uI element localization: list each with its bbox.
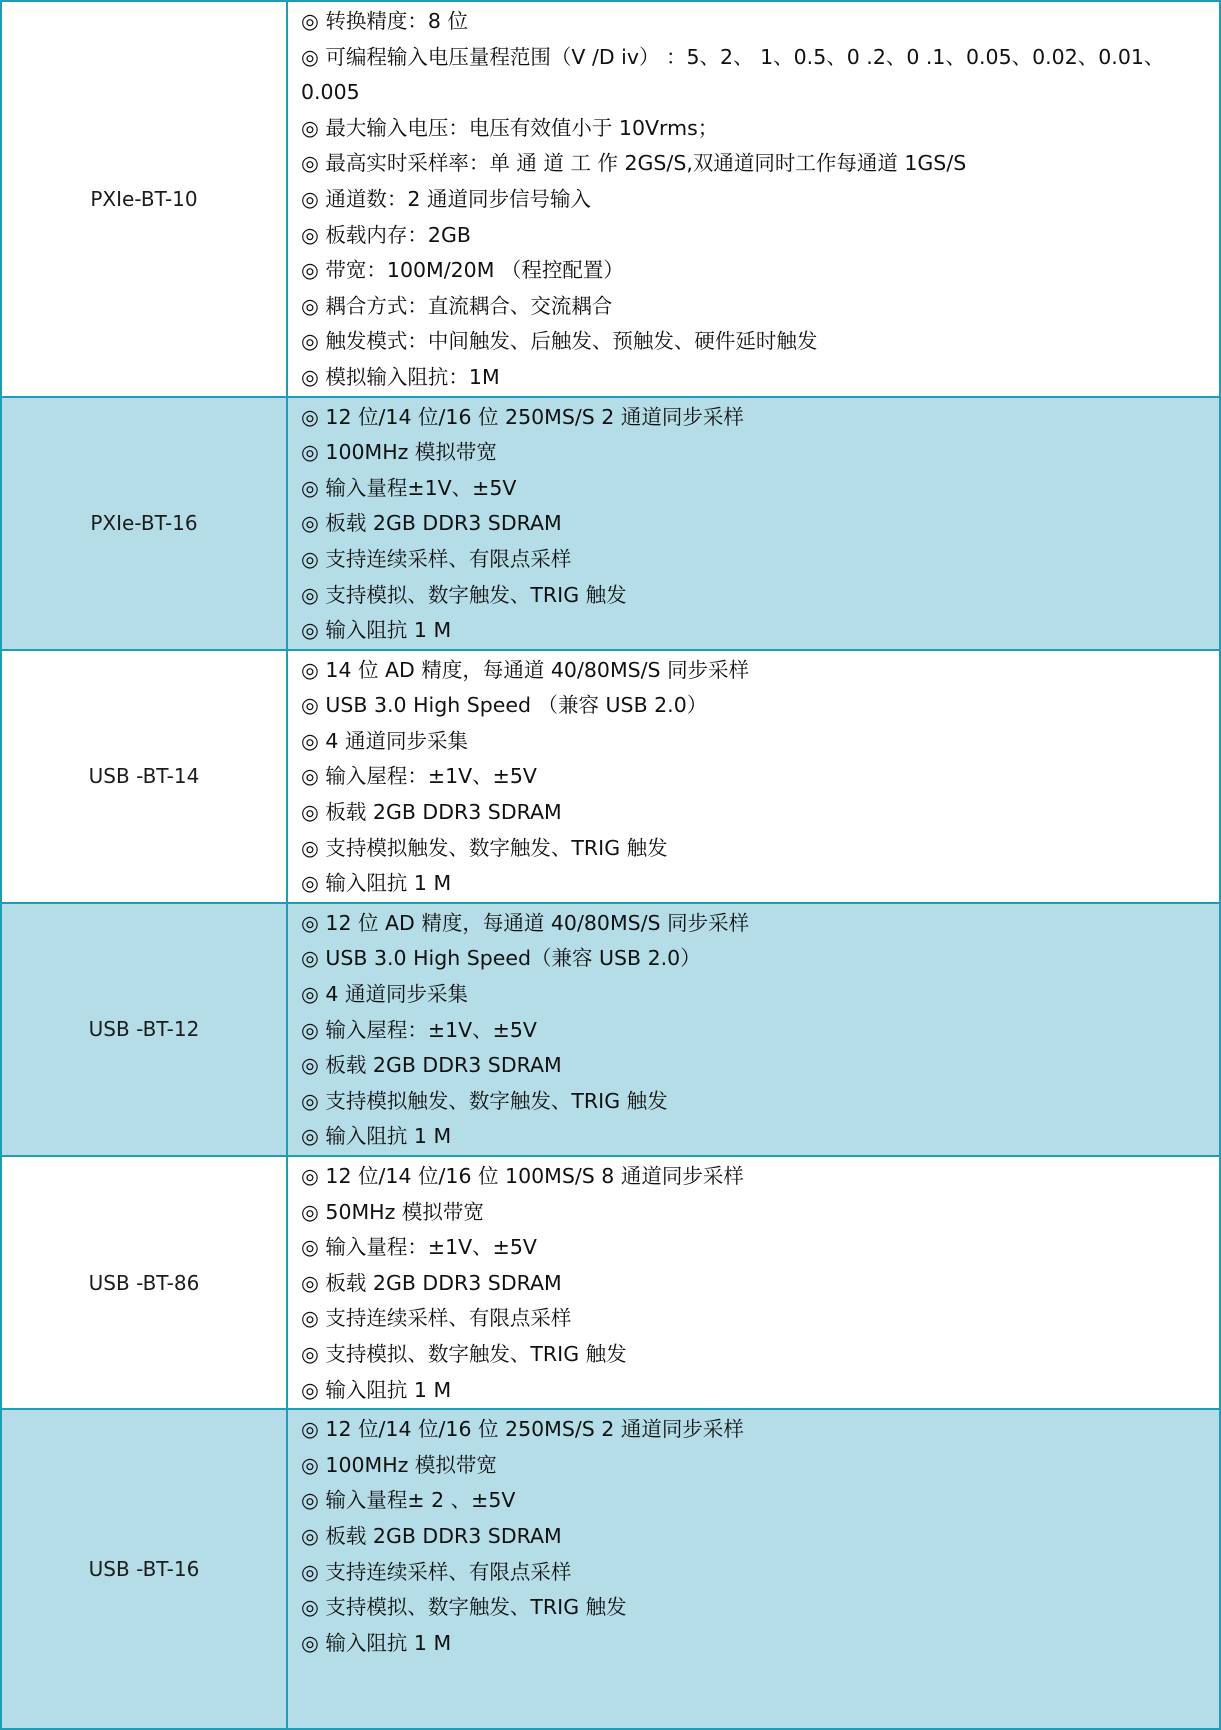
spec-list [287, 1, 1220, 397]
spec-item: ◎ 支持模拟、数字触发、TRIG 触发 [301, 1595, 627, 1620]
spec-item: ◎ 支持连续采样、有限点采样 [301, 546, 572, 571]
spec-item: ◎ 输入阻抗 1 M [301, 871, 452, 896]
spec-item: ◎ 板载 2GB DDR3 SDRAM [301, 800, 562, 825]
spec-item: ◎ 板载 2GB DDR3 SDRAM [301, 1270, 562, 1295]
spec-item: ◎ 板载 2GB DDR3 SDRAM [301, 1523, 562, 1548]
table-row [1, 650, 1220, 903]
spec-item: ◎ 模拟输入阻抗：1M [301, 364, 500, 389]
spec-item: ◎ 输入屋程：±1V、±5V [301, 1017, 537, 1042]
model-name: USB -BT-16 [1, 1409, 287, 1729]
spec-list [287, 1156, 1220, 1409]
spec-item: ◎ 支持连续采样、有限点采样 [301, 1306, 572, 1331]
spec-item: ◎ 最高实时采样率：单 通 道 工 作 2GS/S,双通道同时工作每通道 1GS/S [301, 151, 967, 176]
spec-list [287, 397, 1220, 650]
spec-item: ◎ 输入量程±1V、±5V [301, 475, 517, 500]
table-row [1, 1156, 1220, 1409]
spec-item: ◎ USB 3.0 High Speed （兼容 USB 2.0） [301, 693, 708, 718]
spec-item: ◎ 输入阻抗 1 M [301, 1124, 452, 1149]
table-row [1, 1, 1220, 397]
spec-item: ◎ 输入阻抗 1 M [301, 618, 452, 643]
model-name: USB -BT-14 [1, 650, 287, 903]
spec-item: ◎ 支持模拟触发、数字触发、TRIG 触发 [301, 1088, 668, 1113]
model-name: USB -BT-12 [1, 903, 287, 1156]
spec-item: ◎ 耦合方式：直流耦合、交流耦合 [301, 293, 613, 318]
model-name: USB -BT-86 [1, 1156, 287, 1409]
spec-item: ◎ 带宽：100M/20M （程控配置） [301, 258, 624, 283]
spec-item: ◎ 转换精度：8 位 [301, 9, 468, 33]
spec-item: ◎ 4 通道同步采集 [301, 982, 468, 1007]
table-row [1, 397, 1220, 650]
spec-item: ◎ 支持模拟、数字触发、TRIG 触发 [301, 1341, 627, 1366]
table-row [1, 1409, 1220, 1729]
model-name: PXIe-BT-16 [1, 397, 287, 650]
spec-item: ◎ 支持模拟触发、数字触发、TRIG 触发 [301, 835, 668, 860]
spec-item: ◎ 最大输入电压：电压有效值小于 10Vrms； [301, 115, 719, 140]
spec-item: ◎ USB 3.0 High Speed（兼容 USB 2.0） [301, 946, 701, 971]
spec-item: ◎ 支持模拟、数字触发、TRIG 触发 [301, 582, 627, 607]
spec-list [287, 903, 1220, 1156]
spec-item: ◎ 12 位/14 位/16 位 250MS/S 2 通道同步采样 [301, 404, 744, 429]
spec-item: ◎ 12 位 AD 精度，每通道 40/80MS/S 同步采样 [301, 910, 750, 935]
spec-item: ◎ 通道数：2 通道同步信号输入 [301, 186, 591, 211]
spec-item: ◎ 板载 2GB DDR3 SDRAM [301, 1053, 562, 1078]
spec-item: ◎ 可编程输入电压量程范围（V /D iv） ：5、2、 1、0.5、0 .2、0 .1、0.05、0.02、0.01、0.005 [301, 44, 1165, 105]
spec-item: ◎ 12 位/14 位/16 位 250MS/S 2 通道同步采样 [301, 1417, 744, 1442]
spec-item: ◎ 输入阻抗 1 M [301, 1377, 452, 1402]
spec-item: ◎ 输入屋程：±1V、±5V [301, 764, 537, 789]
spec-item: ◎ 板载 2GB DDR3 SDRAM [301, 511, 562, 536]
spec-item: ◎ 100MHz 模拟带宽 [301, 1452, 497, 1477]
model-name: PXIe-BT-10 [1, 1, 287, 397]
spec-item: ◎ 输入阻抗 1 M [301, 1630, 452, 1655]
spec-item: ◎ 50MHz 模拟带宽 [301, 1199, 484, 1224]
table-row [1, 903, 1220, 1156]
spec-item: ◎ 板载内存：2GB [301, 222, 471, 247]
spec-list [287, 650, 1220, 903]
spec-item: ◎ 输入量程：±1V、±5V [301, 1235, 537, 1260]
spec-item: ◎ 触发模式：中间触发、后触发、预触发、硬件延时触发 [301, 329, 818, 354]
spec-item: ◎ 100MHz 模拟带宽 [301, 440, 497, 465]
spec-list [287, 1409, 1220, 1729]
spec-item: ◎ 输入量程± 2 、±5V [301, 1488, 516, 1513]
spec-item: ◎ 12 位/14 位/16 位 100MS/S 8 通道同步采样 [301, 1164, 744, 1188]
spec-item: ◎ 支持连续采样、有限点采样 [301, 1559, 572, 1584]
spec-item: ◎ 4 通道同步采集 [301, 728, 468, 753]
spec-item: ◎ 14 位 AD 精度，每通道 40/80MS/S 同步采样 [301, 657, 750, 682]
